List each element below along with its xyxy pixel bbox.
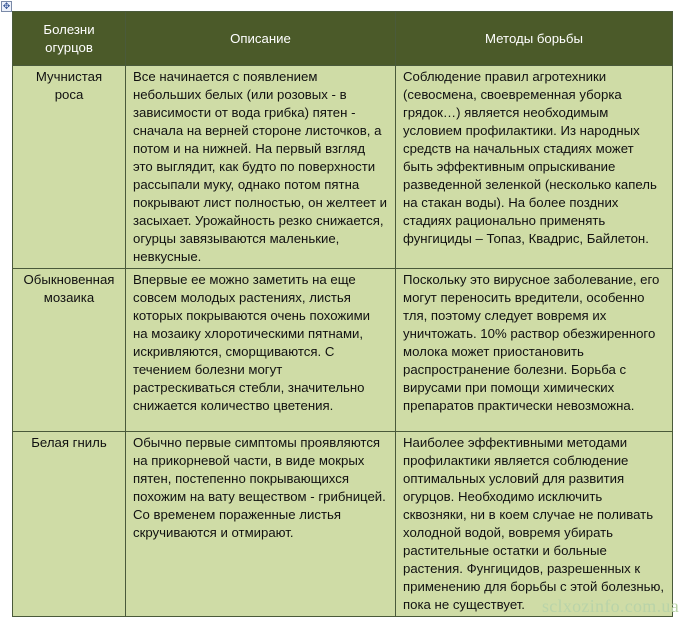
disease-methods: Соблюдение правил агротехники (севосмена, своевременная уборка грядок…) является необходимым условием профилактики. Из народных средств на начальных стадиях может быть эффективным опрыскивание разведенной зеленкой (несколько капель на стакан воды). На более поздних стадиях рационально применять фунгициды – Топаз, Квадрис, Байлетон. (396, 66, 673, 269)
disease-description: Обычно первые симптомы проявляются на прикорневой части, в виде мокрых пятен, постепенно покрывающихся похожим на вату веществом - грибницей. Со временем пораженные листья скручиваются и отмирают. (126, 432, 396, 617)
table-row (13, 66, 673, 269)
table-row (13, 269, 673, 432)
disease-name: Белая гниль (13, 432, 126, 617)
disease-description: Все начинается с появлением небольших белых (или розовых - в зависимости от вода грибка) пятен - сначала на верней стороне листочков, а потом и на нижней. На первый взгляд это выглядит, как будто по поверхности рассыпали муку, однако потом пятна покрывают лист полностью, он желтеет и засыхает. Урожайность резко снижается, огурцы завязываются маленькие, невкусные. (126, 66, 396, 269)
disease-name: Мучнистая роса (13, 66, 126, 269)
watermark: sclxozinfo.com.ua (541, 596, 679, 616)
move-cross-icon[interactable]: ✥ (2, 1, 11, 11)
header-description: Описание (126, 12, 396, 66)
table-row (13, 432, 673, 617)
cucumber-diseases-table (12, 11, 673, 617)
disease-name: Обыкновенная мозаика (13, 269, 126, 432)
disease-methods: Наиболее эффективными методами профилактики является соблюдение оптимальных условий для развития огурцов. Необходимо исключить сквозняки, ни в коем случае не поливать холодной водой, вовремя убирать растительные остатки и больные растения. Фунгицидов, разрешенных к применению для борьбы с этой болезнью, пока не существует. (396, 432, 673, 617)
table-header-row (13, 12, 673, 66)
disease-methods: Поскольку это вирусное заболевание, его могут переносить вредители, особенно тля, поэтому следует вовремя их уничтожать. 10% раствор обезжиренного молока может приостановить распространение болезни. Борьба с вирусами при помощи химических препаратов практически невозможна. (396, 269, 673, 432)
header-methods: Методы борьбы (396, 12, 673, 66)
header-disease: Болезни огурцов (13, 12, 126, 66)
disease-description: Впервые ее можно заметить на еще совсем молодых растениях, листья которых покрываются очень похожими на мозаику хлоротическими пятнами, искривляются, сморщиваются. С течением болезни могут растрескиваться стебли, значительно снижается количество цветения. (126, 269, 396, 432)
